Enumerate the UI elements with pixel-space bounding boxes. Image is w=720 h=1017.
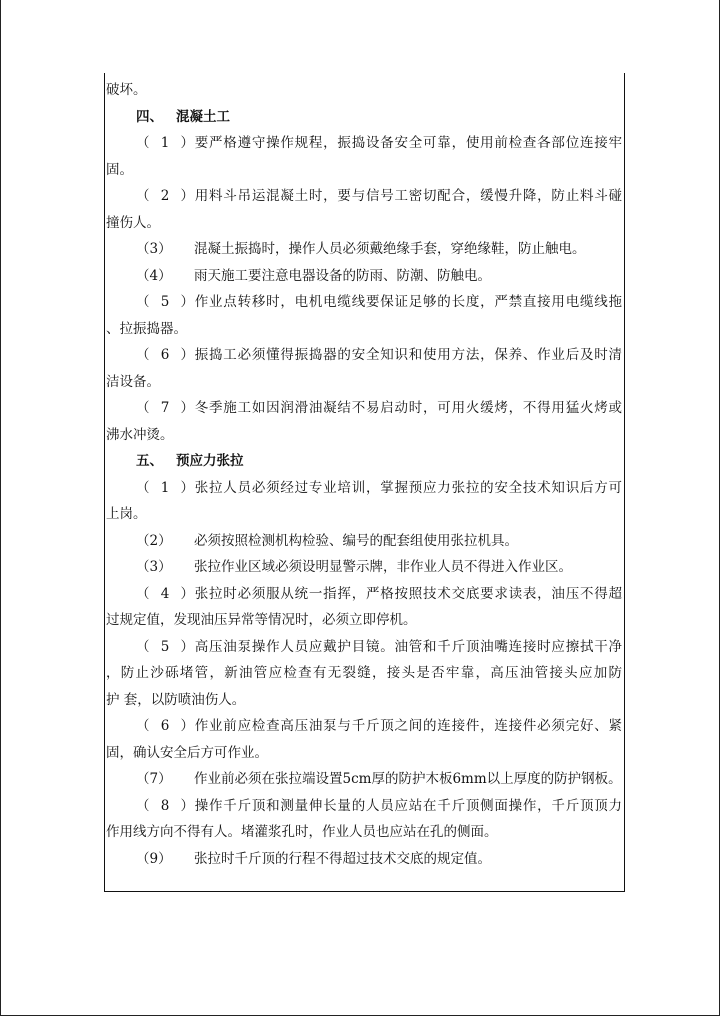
item-5-3-line-1: （3） 张拉作业区域必须设明显警示牌，非作业人员不得进入作业区。 (136, 559, 572, 575)
item-4-6-line-1: （6）振捣工必须懂得振捣器的安全知识和使用方法，保养、作业后及时清 (136, 347, 622, 363)
item-5-9-line-1: （9） 张拉时千斤顶的行程不得超过技术交底的规定值。 (136, 850, 491, 867)
item-5-5-line-1: （5）高压油泵操作人员应戴护目镜。油管和千斤顶油嘴连接时应擦拭干净 (136, 638, 622, 655)
item-5-2-line-1: （2） 必须按照检测机构检验、编号的配套组使用张拉机具。 (136, 532, 518, 549)
item-5-1-line-1: （1）张拉人员必须经过专业培训，掌握预应力张拉的安全技术知识后方可 (136, 479, 622, 496)
item-4-6-line-2: 洁设备。 (106, 373, 160, 390)
item-4-7-line-1: （7）冬季施工如因润滑油凝结不易启动时，可用火缓烤，不得用猛火烤或 (136, 400, 622, 416)
item-5-5-line-2: ，防止沙砾堵管，新油管应检查有无裂缝，接头是否牢靠，高压油管接头应加防 (106, 665, 622, 681)
item-4-1-line-2: 固。 (106, 161, 133, 178)
item-5-4-line-2: 过规定值，发现油压异常等情况时，必须立即停机。 (106, 612, 417, 628)
item-5-7-line-1: （7） 作业前必须在张拉端设置5cm厚的防护木板6mm以上厚度的防护钢板。 (136, 771, 622, 787)
item-5-8-line-2: 作用线方向不得有人。堵灌浆孔时，作业人员也应站在孔的侧面。 (106, 824, 498, 840)
item-5-1-line-2: 上岗。 (106, 506, 147, 522)
section-4-title: 混凝土工 (176, 108, 230, 125)
section-5-heading (106, 448, 622, 475)
item-4-2-line-1: （2）用料斗吊运混凝土时，要与信号工密切配合，缓慢升降，防止料斗碰 (136, 188, 622, 204)
item-4-5-line-1: （5）作业点转移时，电机电缆线要保证足够的长度，严禁直接用电缆线拖 (136, 294, 622, 310)
intro-tail: 破坏。 (106, 82, 147, 98)
section-5-title: 预应力张拉 (176, 453, 244, 469)
item-4-3-line-1: （3） 混凝土振捣时，操作人员必须戴绝缘手套，穿绝缘鞋，防止触电。 (136, 241, 586, 257)
section-4-heading (106, 104, 622, 131)
section-4-number: 四、 (136, 108, 163, 125)
section-5-number: 五、 (136, 453, 163, 469)
item-5-8-line-1: （8）操作千斤顶和测量伸长量的人员应站在千斤顶侧面操作，千斤顶顶力 (136, 797, 622, 814)
item-4-7-line-2: 沸水冲烫。 (106, 426, 174, 443)
item-4-1-line-1: （1）要严格遵守操作规程，振捣设备安全可靠，使用前检查各部位连接牢 (136, 135, 622, 151)
item-5-6-line-1: （6）作业前应检查高压油泵与千斤顶之间的连接件，连接件必须完好、紧 (136, 718, 622, 734)
item-4-4-line-1: （4） 雨天施工要注意电器设备的防雨、防潮、防触电。 (136, 267, 491, 284)
item-5-5-line-3: 护 套，以防喷油伤人。 (106, 691, 246, 708)
item-5-4-line-1: （4）张拉时必须服从统一指挥，严格按照技术交底要求读表，油压不得超 (136, 585, 622, 602)
item-4-5-line-2: 、拉振捣器。 (106, 320, 187, 337)
item-4-2-line-2: 撞伤人。 (106, 214, 160, 231)
item-5-6-line-2: 固，确认安全后方可作业。 (106, 744, 268, 761)
document-body (106, 77, 622, 872)
